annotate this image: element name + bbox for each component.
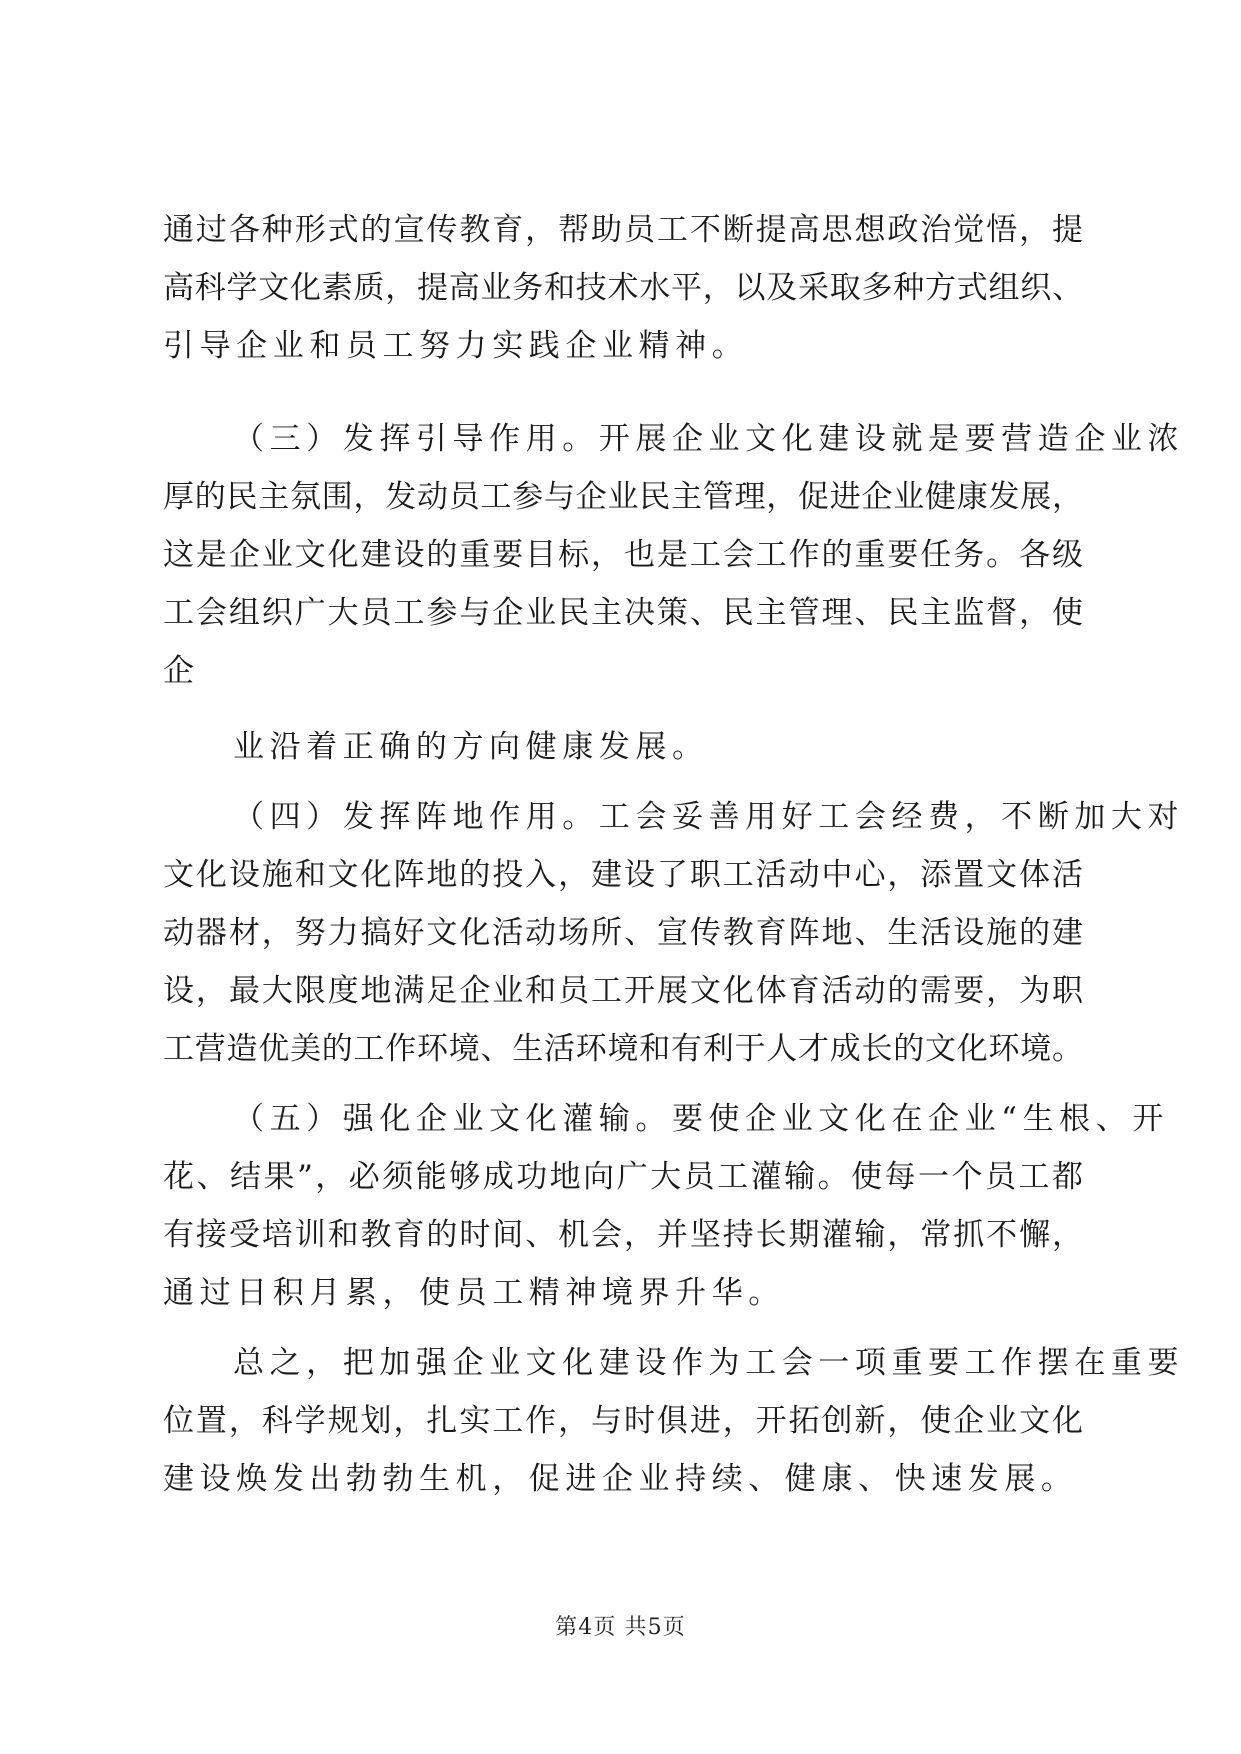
paragraph-4-start: （四）发挥阵地作用。工会妥善用好工会经费，不断加大对: [233, 799, 1185, 835]
text-line: 设，最大限度地满足企业和员工开展文化体育活动的需要，为职: [163, 973, 1083, 1009]
text-line: 企: [163, 653, 200, 689]
text-line: 厚的民主氛围，发动员工参与企业民主管理，促进企业健康发展，: [163, 479, 1083, 515]
text-line: 动器材，努力搞好文化活动场所、宣传教育阵地、生活设施的建: [163, 915, 1083, 951]
text-line: 工营造优美的工作环境、生活环境和有利于人才成长的文化环境。: [163, 1031, 1083, 1067]
text-line: 建设焕发出勃勃生机，促进企业持续、健康、快速发展。: [163, 1461, 1078, 1497]
text-line: 通过日积月累，使员工精神境界升华。: [163, 1275, 785, 1311]
text-line: 位置，科学规划，扎实工作，与时俱进，开拓创新，使企业文化: [163, 1403, 1083, 1439]
paragraph-summary-start: 总之，把加强企业文化建设作为工会一项重要工作摆在重要: [233, 1345, 1185, 1381]
text-line: 工会组织广大员工参与企业民主决策、民主管理、民主监督，使: [163, 595, 1083, 631]
text-line: 有接受培训和教育的时间、机会，并坚持长期灌输，常抓不懈，: [163, 1217, 1083, 1253]
paragraph-5-start: （五）强化企业文化灌输。要使企业文化在企业“生根、开: [233, 1101, 1169, 1137]
page-number-footer: 第4页 共5页: [555, 1615, 686, 1640]
text-line: 花、结果”，必须能够成功地向广大员工灌输。使每一个员工都: [163, 1159, 1083, 1195]
text-line: 引导企业和员工努力实践企业精神。: [163, 328, 749, 364]
text-line: 业沿着正确的方向健康发展。: [233, 729, 709, 765]
text-line: 通过各种形式的宣传教育，帮助员工不断提高思想政治觉悟，提: [163, 212, 1083, 248]
paragraph-3-start: （三）发挥引导作用。开展企业文化建设就是要营造企业浓: [233, 421, 1185, 457]
text-line: 文化设施和文化阵地的投入，建设了职工活动中心，添置文体活: [163, 857, 1083, 893]
text-line: 高科学文化素质，提高业务和技术水平，以及采取多种方式组织、: [163, 270, 1083, 306]
text-line: 这是企业文化建设的重要目标，也是工会工作的重要任务。各级: [163, 537, 1083, 573]
